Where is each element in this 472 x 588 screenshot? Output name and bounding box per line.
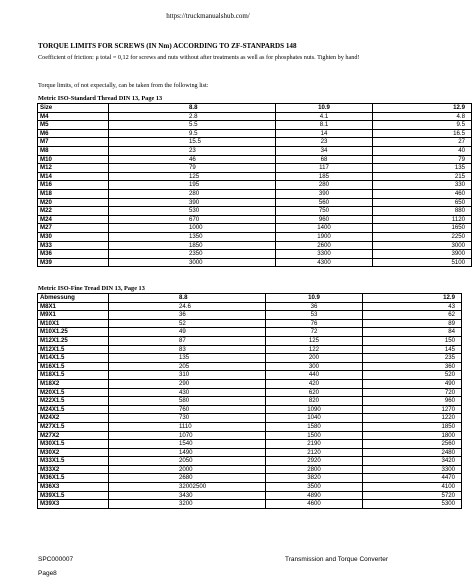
table-row bbox=[38, 397, 462, 406]
grade-8-8-cell: 2.8 bbox=[109, 112, 276, 121]
grade-12-9-cell: 27 bbox=[373, 138, 472, 147]
grade-10-9-cell: 300 bbox=[266, 362, 363, 371]
table-row bbox=[38, 146, 472, 155]
grade-10-9-cell: 36 bbox=[266, 302, 363, 311]
grade-12-9-cell: 145 bbox=[363, 345, 462, 354]
grade-8-8-cell: 205 bbox=[109, 362, 266, 371]
size-cell: M12 bbox=[38, 164, 109, 173]
grade-12-9-cell: 84 bbox=[363, 328, 462, 337]
table-row bbox=[38, 448, 462, 457]
grade-8-8-cell: 2350 bbox=[109, 250, 276, 259]
grade-12-9-cell: 43 bbox=[363, 302, 462, 311]
grade-8-8-cell: 1070 bbox=[109, 431, 266, 440]
table-row bbox=[38, 345, 462, 354]
table-row bbox=[38, 189, 472, 198]
size-cell: M22X1.5 bbox=[38, 397, 109, 406]
footer-title: Transmission and Torque Converter bbox=[285, 556, 388, 563]
size-cell: M20 bbox=[38, 198, 109, 207]
grade-12-9-cell: 150 bbox=[363, 336, 462, 345]
size-cell: M27X2 bbox=[38, 431, 109, 440]
grade-12-9-cell: 9.5 bbox=[373, 121, 472, 130]
grade-12-9-cell: 3300 bbox=[363, 465, 462, 474]
column-header: Abmessung bbox=[38, 294, 109, 303]
table-row bbox=[38, 121, 472, 130]
grade-12-9-cell: 650 bbox=[373, 198, 472, 207]
grade-10-9-cell: 4890 bbox=[266, 491, 363, 500]
grade-12-9-cell: 330 bbox=[373, 181, 472, 190]
grade-8-8-cell: 87 bbox=[109, 336, 266, 345]
grade-10-9-cell: 2600 bbox=[276, 241, 373, 250]
table-row bbox=[38, 483, 462, 492]
table-row bbox=[38, 172, 472, 181]
grade-10-9-cell: 2920 bbox=[266, 457, 363, 466]
grade-8-8-cell: 1490 bbox=[109, 448, 266, 457]
grade-10-9-cell: 3500 bbox=[266, 483, 363, 492]
torque-limits-paragraph: Torque limits, of not expecially, can be taken from the following list: bbox=[38, 82, 209, 89]
table-row bbox=[38, 258, 472, 267]
grade-12-9-cell: 1220 bbox=[363, 414, 462, 423]
grade-12-9-cell: 360 bbox=[363, 362, 462, 371]
table-row bbox=[38, 440, 462, 449]
table-row bbox=[38, 215, 472, 224]
size-cell: M39X3 bbox=[38, 500, 109, 509]
grade-10-9-cell: 750 bbox=[276, 207, 373, 216]
grade-8-8-cell: 125 bbox=[109, 172, 276, 181]
grade-12-9-cell: 5300 bbox=[363, 500, 462, 509]
grade-10-9-cell: 185 bbox=[276, 172, 373, 181]
grade-10-9-cell: 1900 bbox=[276, 232, 373, 241]
grade-12-9-cell: 4100 bbox=[363, 483, 462, 492]
grade-10-9-cell: 390 bbox=[276, 189, 373, 198]
table-row bbox=[38, 129, 472, 138]
grade-10-9-cell: 122 bbox=[266, 345, 363, 354]
grade-10-9-cell: 960 bbox=[276, 215, 373, 224]
table-header-row bbox=[38, 104, 472, 113]
grade-12-9-cell: 1120 bbox=[373, 215, 472, 224]
size-cell: M12X1.5 bbox=[38, 345, 109, 354]
grade-8-8-cell: 46 bbox=[109, 155, 276, 164]
grade-8-8-cell: 24.6 bbox=[109, 302, 266, 311]
table-row bbox=[38, 491, 462, 500]
table-row bbox=[38, 405, 462, 414]
column-header: 12.9 bbox=[373, 104, 472, 113]
grade-8-8-cell: 79 bbox=[109, 164, 276, 173]
grade-8-8-cell: 36 bbox=[109, 311, 266, 320]
grade-8-8-cell: 2000 bbox=[109, 465, 266, 474]
grade-8-8-cell: 9.5 bbox=[109, 129, 276, 138]
grade-10-9-cell: 1090 bbox=[266, 405, 363, 414]
grade-12-9-cell: 1270 bbox=[363, 405, 462, 414]
size-cell: M16 bbox=[38, 181, 109, 190]
grade-8-8-cell: 52 bbox=[109, 319, 266, 328]
table-row bbox=[38, 319, 462, 328]
grade-8-8-cell: 3430 bbox=[109, 491, 266, 500]
grade-8-8-cell: 49 bbox=[109, 328, 266, 337]
size-cell: M16X1.5 bbox=[38, 362, 109, 371]
grade-10-9-cell: 68 bbox=[276, 155, 373, 164]
grade-8-8-cell: 280 bbox=[109, 189, 276, 198]
size-cell: M9X1 bbox=[38, 311, 109, 320]
grade-8-8-cell: 2050 bbox=[109, 457, 266, 466]
grade-10-9-cell: 76 bbox=[266, 319, 363, 328]
table-row bbox=[38, 371, 462, 380]
grade-10-9-cell: 4.1 bbox=[276, 112, 373, 121]
table-row bbox=[38, 465, 462, 474]
size-cell: M10 bbox=[38, 155, 109, 164]
grade-8-8-cell: 1350 bbox=[109, 232, 276, 241]
grade-10-9-cell: 200 bbox=[266, 354, 363, 363]
grade-8-8-cell: 310 bbox=[109, 371, 266, 380]
table-row bbox=[38, 232, 472, 241]
table1-title: Metric ISO-Standard Thread DIN 13, Page 13 bbox=[38, 95, 163, 102]
page-url: https://truckmanualshub.com/ bbox=[166, 12, 250, 20]
grade-12-9-cell: 62 bbox=[363, 311, 462, 320]
grade-12-9-cell: 1850 bbox=[363, 422, 462, 431]
size-cell: M36 bbox=[38, 250, 109, 259]
size-cell: M6 bbox=[38, 129, 109, 138]
grade-12-9-cell: 880 bbox=[373, 207, 472, 216]
grade-8-8-cell: 390 bbox=[109, 198, 276, 207]
table-row bbox=[38, 224, 472, 233]
footer-code: SPC000007 bbox=[38, 556, 74, 563]
size-cell: M36X3 bbox=[38, 483, 109, 492]
fine-thread-table bbox=[37, 293, 462, 509]
table-row bbox=[38, 328, 462, 337]
size-cell: M20X1.5 bbox=[38, 388, 109, 397]
grade-10-9-cell: 8.1 bbox=[276, 121, 373, 130]
size-cell: M30X1.5 bbox=[38, 440, 109, 449]
table-row bbox=[38, 155, 472, 164]
grade-8-8-cell: 290 bbox=[109, 379, 266, 388]
grade-10-9-cell: 280 bbox=[276, 181, 373, 190]
size-cell: M10X1 bbox=[38, 319, 109, 328]
table-row bbox=[38, 138, 472, 147]
column-header: 8.8 bbox=[109, 104, 276, 113]
size-cell: M24 bbox=[38, 215, 109, 224]
size-cell: M14 bbox=[38, 172, 109, 181]
table-row bbox=[38, 336, 462, 345]
grade-10-9-cell: 72 bbox=[266, 328, 363, 337]
column-header: 10.9 bbox=[276, 104, 373, 113]
grade-8-8-cell: 1850 bbox=[109, 241, 276, 250]
grade-12-9-cell: 5100 bbox=[373, 258, 472, 267]
grade-8-8-cell: 3200 bbox=[109, 500, 266, 509]
grade-8-8-cell: 5.5 bbox=[109, 121, 276, 130]
grade-12-9-cell: 135 bbox=[373, 164, 472, 173]
grade-10-9-cell: 820 bbox=[266, 397, 363, 406]
grade-8-8-cell: 670 bbox=[109, 215, 276, 224]
size-cell: M18X2 bbox=[38, 379, 109, 388]
grade-10-9-cell: 4600 bbox=[266, 500, 363, 509]
table-row bbox=[38, 500, 462, 509]
grade-10-9-cell: 4300 bbox=[276, 258, 373, 267]
table-row bbox=[38, 250, 472, 259]
size-cell: M22 bbox=[38, 207, 109, 216]
column-header: 8.8 bbox=[109, 294, 266, 303]
grade-12-9-cell: 235 bbox=[363, 354, 462, 363]
grade-10-9-cell: 2800 bbox=[266, 465, 363, 474]
grade-8-8-cell: 1540 bbox=[109, 440, 266, 449]
footer-page: Page8 bbox=[38, 570, 57, 577]
size-cell: M24X2 bbox=[38, 414, 109, 423]
size-cell: M30 bbox=[38, 232, 109, 241]
grade-10-9-cell: 125 bbox=[266, 336, 363, 345]
grade-12-9-cell: 520 bbox=[363, 371, 462, 380]
grade-10-9-cell: 23 bbox=[276, 138, 373, 147]
size-cell: M7 bbox=[38, 138, 109, 147]
size-cell: M18X1.5 bbox=[38, 371, 109, 380]
grade-12-9-cell: 2480 bbox=[363, 448, 462, 457]
grade-12-9-cell: 3000 bbox=[373, 241, 472, 250]
size-cell: M5 bbox=[38, 121, 109, 130]
grade-10-9-cell: 53 bbox=[266, 311, 363, 320]
grade-8-8-cell: 83 bbox=[109, 345, 266, 354]
grade-10-9-cell: 420 bbox=[266, 379, 363, 388]
size-cell: M4 bbox=[38, 112, 109, 121]
grade-10-9-cell: 2120 bbox=[266, 448, 363, 457]
grade-8-8-cell: 2680 bbox=[109, 474, 266, 483]
grade-8-8-cell: 15.5 bbox=[109, 138, 276, 147]
grade-10-9-cell: 1400 bbox=[276, 224, 373, 233]
grade-12-9-cell: 4470 bbox=[363, 474, 462, 483]
grade-8-8-cell: 580 bbox=[109, 397, 266, 406]
grade-10-9-cell: 14 bbox=[276, 129, 373, 138]
grade-10-9-cell: 560 bbox=[276, 198, 373, 207]
table2-title: Metric ISO-Fine Tread DIN 13, Page 13 bbox=[38, 285, 145, 292]
grade-10-9-cell: 3820 bbox=[266, 474, 363, 483]
grade-12-9-cell: 3420 bbox=[363, 457, 462, 466]
size-cell: M39 bbox=[38, 258, 109, 267]
table-row bbox=[38, 431, 462, 440]
grade-12-9-cell: 4.8 bbox=[373, 112, 472, 121]
grade-12-9-cell: 2250 bbox=[373, 232, 472, 241]
grade-12-9-cell: 1800 bbox=[363, 431, 462, 440]
table-row bbox=[38, 422, 462, 431]
grade-10-9-cell: 1500 bbox=[266, 431, 363, 440]
grade-8-8-cell: 32002500 bbox=[109, 483, 266, 492]
standard-thread-table bbox=[37, 103, 472, 267]
table-row bbox=[38, 379, 462, 388]
grade-10-9-cell: 1040 bbox=[266, 414, 363, 423]
grade-8-8-cell: 195 bbox=[109, 181, 276, 190]
grade-8-8-cell: 1000 bbox=[109, 224, 276, 233]
table-row bbox=[38, 354, 462, 363]
table-row bbox=[38, 362, 462, 371]
column-header: Size bbox=[38, 104, 109, 113]
table-row bbox=[38, 311, 462, 320]
grade-8-8-cell: 760 bbox=[109, 405, 266, 414]
grade-12-9-cell: 40 bbox=[373, 146, 472, 155]
size-cell: M33X2 bbox=[38, 465, 109, 474]
grade-12-9-cell: 720 bbox=[363, 388, 462, 397]
column-header: 12.9 bbox=[363, 294, 462, 303]
grade-12-9-cell: 490 bbox=[363, 379, 462, 388]
grade-8-8-cell: 135 bbox=[109, 354, 266, 363]
grade-12-9-cell: 79 bbox=[373, 155, 472, 164]
grade-8-8-cell: 23 bbox=[109, 146, 276, 155]
size-cell: M8 bbox=[38, 146, 109, 155]
size-cell: M27 bbox=[38, 224, 109, 233]
grade-12-9-cell: 1650 bbox=[373, 224, 472, 233]
size-cell: M8X1 bbox=[38, 302, 109, 311]
grade-12-9-cell: 16.5 bbox=[373, 129, 472, 138]
grade-12-9-cell: 89 bbox=[363, 319, 462, 328]
size-cell: M33 bbox=[38, 241, 109, 250]
grade-8-8-cell: 1110 bbox=[109, 422, 266, 431]
grade-12-9-cell: 215 bbox=[373, 172, 472, 181]
grade-10-9-cell: 2190 bbox=[266, 440, 363, 449]
table-row bbox=[38, 241, 472, 250]
grade-12-9-cell: 2560 bbox=[363, 440, 462, 449]
grade-10-9-cell: 620 bbox=[266, 388, 363, 397]
size-cell: M30X2 bbox=[38, 448, 109, 457]
size-cell: M27X1.5 bbox=[38, 422, 109, 431]
size-cell: M24X1.5 bbox=[38, 405, 109, 414]
size-cell: M12X1.25 bbox=[38, 336, 109, 345]
table-row bbox=[38, 198, 472, 207]
table-row bbox=[38, 388, 462, 397]
table-row bbox=[38, 302, 462, 311]
grade-12-9-cell: 460 bbox=[373, 189, 472, 198]
table-row bbox=[38, 474, 462, 483]
document-heading: TORQUE LIMITS FOR SCREWS (IN Nm) ACCORDING TO ZF-STANPARDS 148 bbox=[38, 42, 297, 50]
grade-10-9-cell: 117 bbox=[276, 164, 373, 173]
grade-8-8-cell: 730 bbox=[109, 414, 266, 423]
size-cell: M10X1.25 bbox=[38, 328, 109, 337]
grade-12-9-cell: 3900 bbox=[373, 250, 472, 259]
size-cell: M14X1.5 bbox=[38, 354, 109, 363]
grade-8-8-cell: 430 bbox=[109, 388, 266, 397]
table-row bbox=[38, 112, 472, 121]
column-header: 10.9 bbox=[266, 294, 363, 303]
table-row bbox=[38, 414, 462, 423]
friction-paragraph: Coefficient of friction: μ total = 0,12 for screws and nuts without after treatments as well as for phosphates nuts. Tighten by hand! bbox=[38, 54, 360, 61]
size-cell: M18 bbox=[38, 189, 109, 198]
grade-10-9-cell: 34 bbox=[276, 146, 373, 155]
grade-8-8-cell: 530 bbox=[109, 207, 276, 216]
grade-12-9-cell: 5720 bbox=[363, 491, 462, 500]
grade-10-9-cell: 440 bbox=[266, 371, 363, 380]
grade-12-9-cell: 960 bbox=[363, 397, 462, 406]
table-row bbox=[38, 164, 472, 173]
table-row bbox=[38, 207, 472, 216]
size-cell: M33X1.5 bbox=[38, 457, 109, 466]
size-cell: M36X1.5 bbox=[38, 474, 109, 483]
grade-10-9-cell: 1580 bbox=[266, 422, 363, 431]
table-header-row bbox=[38, 294, 462, 303]
table-row bbox=[38, 457, 462, 466]
grade-8-8-cell: 3000 bbox=[109, 258, 276, 267]
size-cell: M39X1.5 bbox=[38, 491, 109, 500]
grade-10-9-cell: 3300 bbox=[276, 250, 373, 259]
table-row bbox=[38, 181, 472, 190]
